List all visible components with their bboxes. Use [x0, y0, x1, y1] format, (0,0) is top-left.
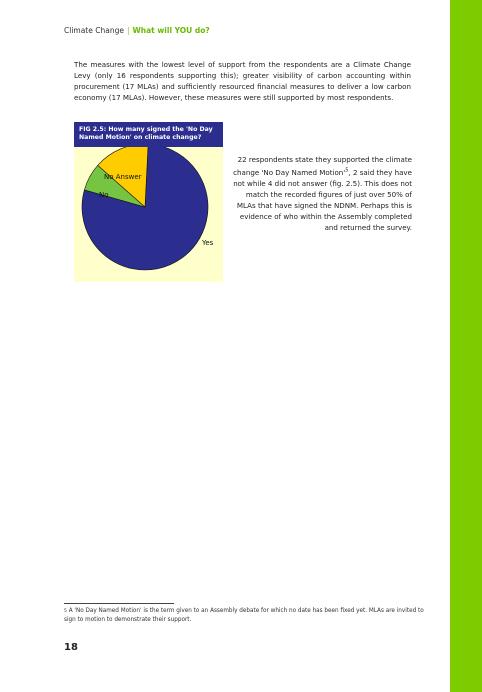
body-paragraph-text: 22 respondents state they supported the climate change 'No Day Named $Motion'^5$, 2 said they have not while 4 did not answer (fig. 2.5). This does not match the recorded figures of just over 50% of MLAs that have signed the NDNM. Perhaps this is evidence of who within the Assembly completed and returned the survey. — [233, 155, 412, 232]
page-number: 18 — [64, 642, 78, 653]
running-header — [64, 26, 210, 35]
side-color-bar — [450, 0, 482, 692]
header-separator: | — [126, 26, 130, 35]
body-paragraph — [230, 155, 412, 234]
intro-paragraph: The measures with the lowest level of support from the respondents are a Climate Change Levy (only 16 respondents supporting this); greater visibility of carbon accounting within procurement (17 MLAs) and sufficiently resourced financial measures to deliver a low carbon economy (17 MLAs). However, these measures were still supported by most respondents. — [74, 60, 411, 102]
footnote — [64, 607, 424, 625]
pie-label-no-answer: No Answer — [104, 173, 142, 181]
pie-label-no: No — [99, 191, 109, 199]
figure-title — [74, 122, 223, 147]
footnote-reference: 5 — [345, 167, 349, 174]
figure-title-line2: Named Motion' on climate change? — [79, 134, 202, 141]
footnote-marker: 5 — [64, 609, 67, 614]
header-section: Climate Change — [64, 26, 124, 35]
figure-title-line1: FIG 2.5: How many signed the 'No Day — [79, 126, 213, 133]
footnote-rule — [64, 603, 174, 604]
footnote-text: A 'No Day Named Motion' is the term given to an Assembly debate for which no date has been fixed yet. MLAs are invited to sign to motion to demonstrate their support. — [64, 608, 424, 623]
figure-2-5 — [74, 122, 223, 282]
pie-label-yes: Yes — [202, 239, 214, 247]
pie-chart — [74, 147, 223, 282]
header-subsection: What will YOU do? — [132, 26, 210, 35]
